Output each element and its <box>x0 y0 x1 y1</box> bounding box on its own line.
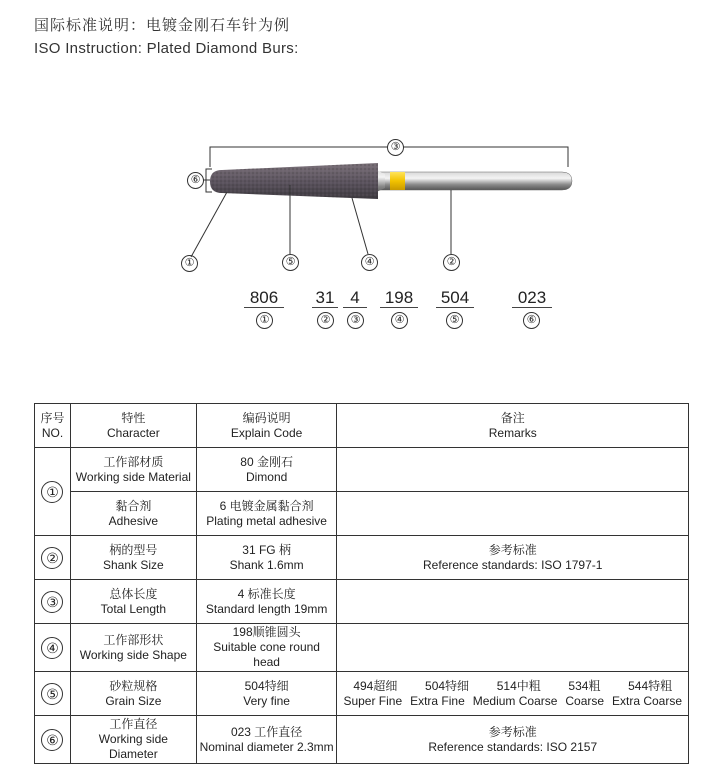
page-title-en: ISO Instruction: Plated Diamond Burs: <box>34 40 299 57</box>
row-character: 黏合剂 Adhesive <box>70 492 196 536</box>
header-no: 序号 NO. <box>35 404 71 448</box>
row-character: 砂粒规格 Grain Size <box>70 672 196 716</box>
table-row <box>35 536 689 580</box>
code-value: 023 <box>517 288 547 307</box>
code-underline <box>380 307 418 308</box>
row-number: ② <box>35 536 71 580</box>
code-number: ③ <box>347 312 364 329</box>
spec-table <box>34 403 689 764</box>
grain-cn-list: 494超细 504特细 514中粗 534粗 544特粗 <box>353 678 673 693</box>
table-row <box>35 580 689 624</box>
header-character: 特性 Character <box>70 404 196 448</box>
code-number: ④ <box>391 312 408 329</box>
row-remarks <box>337 448 689 492</box>
row-number: ⑥ <box>35 716 71 764</box>
row-character: 工作部形状 Working side Shape <box>70 624 196 672</box>
row-code: 198顺锥圆头 Suitable cone round head <box>196 624 337 672</box>
row-code: 6 电镀金属黏合剂 Plating metal adhesive <box>196 492 337 536</box>
code-underline <box>343 307 367 308</box>
code-underline <box>312 307 338 308</box>
header-remarks: 备注 Remarks <box>337 404 689 448</box>
row-code: 80 金刚石 Dimond <box>196 448 337 492</box>
row-code: 504特细 Very fine <box>196 672 337 716</box>
callout-4: ④ <box>361 254 378 271</box>
code-value: 4 <box>350 288 360 307</box>
code-number: ② <box>317 312 334 329</box>
grain-band <box>390 172 405 190</box>
table-row <box>35 716 689 764</box>
callout-5: ⑤ <box>282 254 299 271</box>
row-remarks <box>337 492 689 536</box>
code-value: 198 <box>384 288 414 307</box>
header-explain-code: 编码说明 Explain Code <box>196 404 337 448</box>
row-number: ④ <box>35 624 71 672</box>
table-header-row <box>35 404 689 448</box>
grain-en-list: Super Fine Extra Fine Medium Coarse Coarse Extra Coarse <box>343 693 683 708</box>
row-number: ③ <box>35 580 71 624</box>
row-character: 总体长度 Total Length <box>70 580 196 624</box>
code-underline <box>436 307 474 308</box>
table-row <box>35 492 689 536</box>
row-code: 4 标准长度 Standard length 19mm <box>196 580 337 624</box>
code-number: ① <box>256 312 273 329</box>
row-remarks <box>337 624 689 672</box>
row-remarks: 参考标准 Reference standards: ISO 1797-1 <box>337 536 689 580</box>
code-value: 31 <box>315 288 335 307</box>
row-remarks: 参考标准 Reference standards: ISO 2157 <box>337 716 689 764</box>
callout-1: ① <box>181 255 198 272</box>
code-value: 806 <box>249 288 279 307</box>
table-row <box>35 448 689 492</box>
page-title-cn: 国际标准说明：电镀金刚石车针为例 <box>34 17 291 34</box>
code-number: ⑥ <box>523 312 540 329</box>
table-row <box>35 672 689 716</box>
bur-diagram <box>0 0 703 290</box>
row-character: 柄的型号 Shank Size <box>70 536 196 580</box>
code-underline <box>244 307 284 308</box>
callout-6: ⑥ <box>187 172 204 189</box>
callout-2: ② <box>443 254 460 271</box>
row-code: 023 工作直径 Nominal diameter 2.3mm <box>196 716 337 764</box>
row-number: ① <box>35 448 71 536</box>
row-remarks-grain <box>337 672 689 716</box>
row-character: 工作直径 Working side Diameter <box>70 716 196 764</box>
row-number: ⑤ <box>35 672 71 716</box>
row-code: 31 FG 柄 Shank 1.6mm <box>196 536 337 580</box>
table-row <box>35 624 689 672</box>
row-character: 工作部材质 Working side Material <box>70 448 196 492</box>
code-number: ⑤ <box>446 312 463 329</box>
row-remarks <box>337 580 689 624</box>
code-value: 504 <box>440 288 470 307</box>
callout-3: ③ <box>387 139 404 156</box>
code-underline <box>512 307 552 308</box>
